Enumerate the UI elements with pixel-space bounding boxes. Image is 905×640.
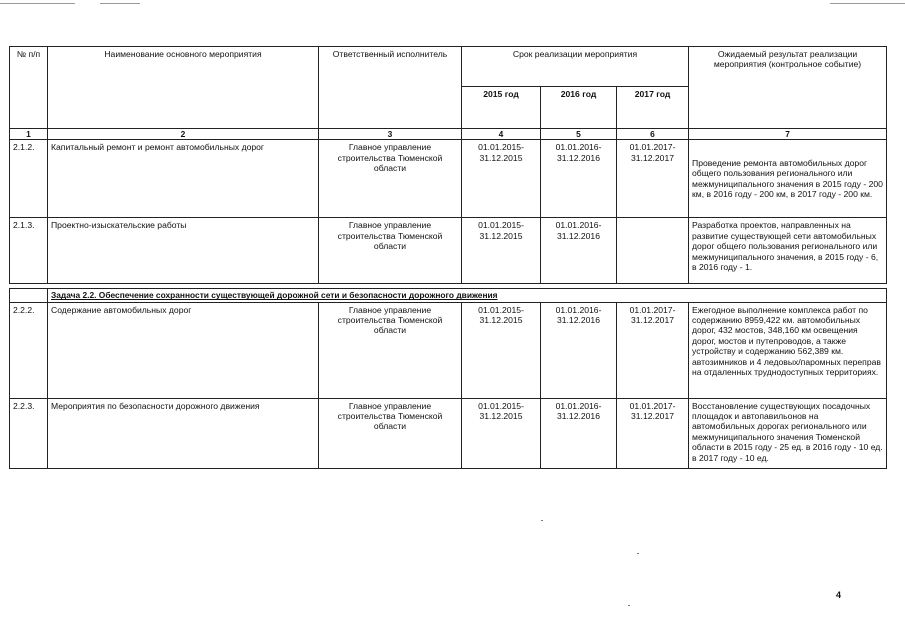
row-date-2015: 01.01.2015-31.12.2015 [462, 302, 541, 398]
scan-speck [637, 553, 639, 554]
header-result: Ожидаемый результат реализации мероприятия (контрольное событие) [689, 47, 887, 129]
scan-edge-line [830, 3, 905, 4]
task-num-cell [10, 289, 48, 302]
row-executor: Главное управление строительства Тюменской области [319, 302, 462, 398]
row-date-2016: 01.01.2016-31.12.2016 [541, 140, 617, 218]
task-row [10, 289, 887, 302]
table-row [10, 218, 887, 284]
row-result: Проведение ремонта автомобильных дорог общего пользования регионального или межмуниципального значения в 2015 году - 200 км, в 2016 году - 200 км, в 2017 году - 200 км. [689, 140, 887, 218]
column-number: 1 [10, 129, 48, 140]
row-date-2016: 01.01.2016-31.12.2016 [541, 302, 617, 398]
header-2015: 2015 год [462, 87, 541, 129]
row-executor: Главное управление строительства Тюменской области [319, 398, 462, 468]
table-row [10, 140, 887, 218]
scan-edge-line [0, 3, 75, 4]
row-result: Восстановление существующих посадочных площадок и автопавильонов на автомобильных дорогах регионального или межмуниципального значения Тюменской области в 2015 году - 25 ед. в 2016 году - 10 ед. в 2017 году - 10 ед. [689, 398, 887, 468]
scan-speck [541, 520, 543, 521]
row-date-2017: 01.01.2017-31.12.2017 [617, 302, 689, 398]
row-number: 2.1.3. [10, 218, 48, 284]
row-name: Мероприятия по безопасности дорожного движения [48, 398, 319, 468]
row-date-2017: 01.01.2017-31.12.2017 [617, 140, 689, 218]
row-name: Содержание автомобильных дорог [48, 302, 319, 398]
row-number: 2.2.2. [10, 302, 48, 398]
row-date-2017 [617, 218, 689, 284]
row-date-2016: 01.01.2016-31.12.2016 [541, 218, 617, 284]
header-executor: Ответственный исполнитель [319, 47, 462, 129]
row-name: Проектно-изыскательские работы [48, 218, 319, 284]
table-row [10, 398, 887, 468]
scan-edge-line [100, 3, 140, 4]
row-number: 2.1.2. [10, 140, 48, 218]
row-result: Ежегодное выполнение комплекса работ по содержанию 8959,422 км. автомобильных дорог, 432 мостов, 348,160 км освещения дорог, мостов и путепроводов, а также устройству и содержанию 562,389 км. автозимников и 4 ледовых/паромных переправ на отдаленных труднодоступных территориях. [689, 302, 887, 398]
column-number: 3 [319, 129, 462, 140]
column-number: 5 [541, 129, 617, 140]
header-period: Срок реализации мероприятия [462, 47, 689, 87]
header-2016: 2016 год [541, 87, 617, 129]
row-date-2015: 01.01.2015-31.12.2015 [462, 398, 541, 468]
row-date-2015: 01.01.2015-31.12.2015 [462, 218, 541, 284]
row-executor: Главное управление строительства Тюменской области [319, 218, 462, 284]
header-name: Наименование основного мероприятия [48, 47, 319, 129]
row-date-2017: 01.01.2017-31.12.2017 [617, 398, 689, 468]
column-number-row [10, 129, 887, 140]
measures-table [9, 46, 887, 469]
column-number: 6 [617, 129, 689, 140]
scan-speck [628, 605, 630, 606]
header-num: № п/п [10, 47, 48, 129]
row-name: Капитальный ремонт и ремонт автомобильных дорог [48, 140, 319, 218]
header-2017: 2017 год [617, 87, 689, 129]
row-result: Разработка проектов, направленных на развитие существующей сети автомобильных дорог общего пользования регионального или межмуниципального значения, в 2015 году - 6, в 2016 году - 1. [689, 218, 887, 284]
task-title: Задача 2.2. Обеспечение сохранности существующей дорожной сети и безопасности дорожного движения [48, 289, 887, 302]
row-executor: Главное управление строительства Тюменской области [319, 140, 462, 218]
header-row [10, 47, 887, 87]
column-number: 7 [689, 129, 887, 140]
table-row [10, 302, 887, 398]
column-number: 2 [48, 129, 319, 140]
page-number: 4 [836, 590, 842, 600]
row-date-2016: 01.01.2016-31.12.2016 [541, 398, 617, 468]
row-number: 2.2.3. [10, 398, 48, 468]
column-number: 4 [462, 129, 541, 140]
row-date-2015: 01.01.2015-31.12.2015 [462, 140, 541, 218]
